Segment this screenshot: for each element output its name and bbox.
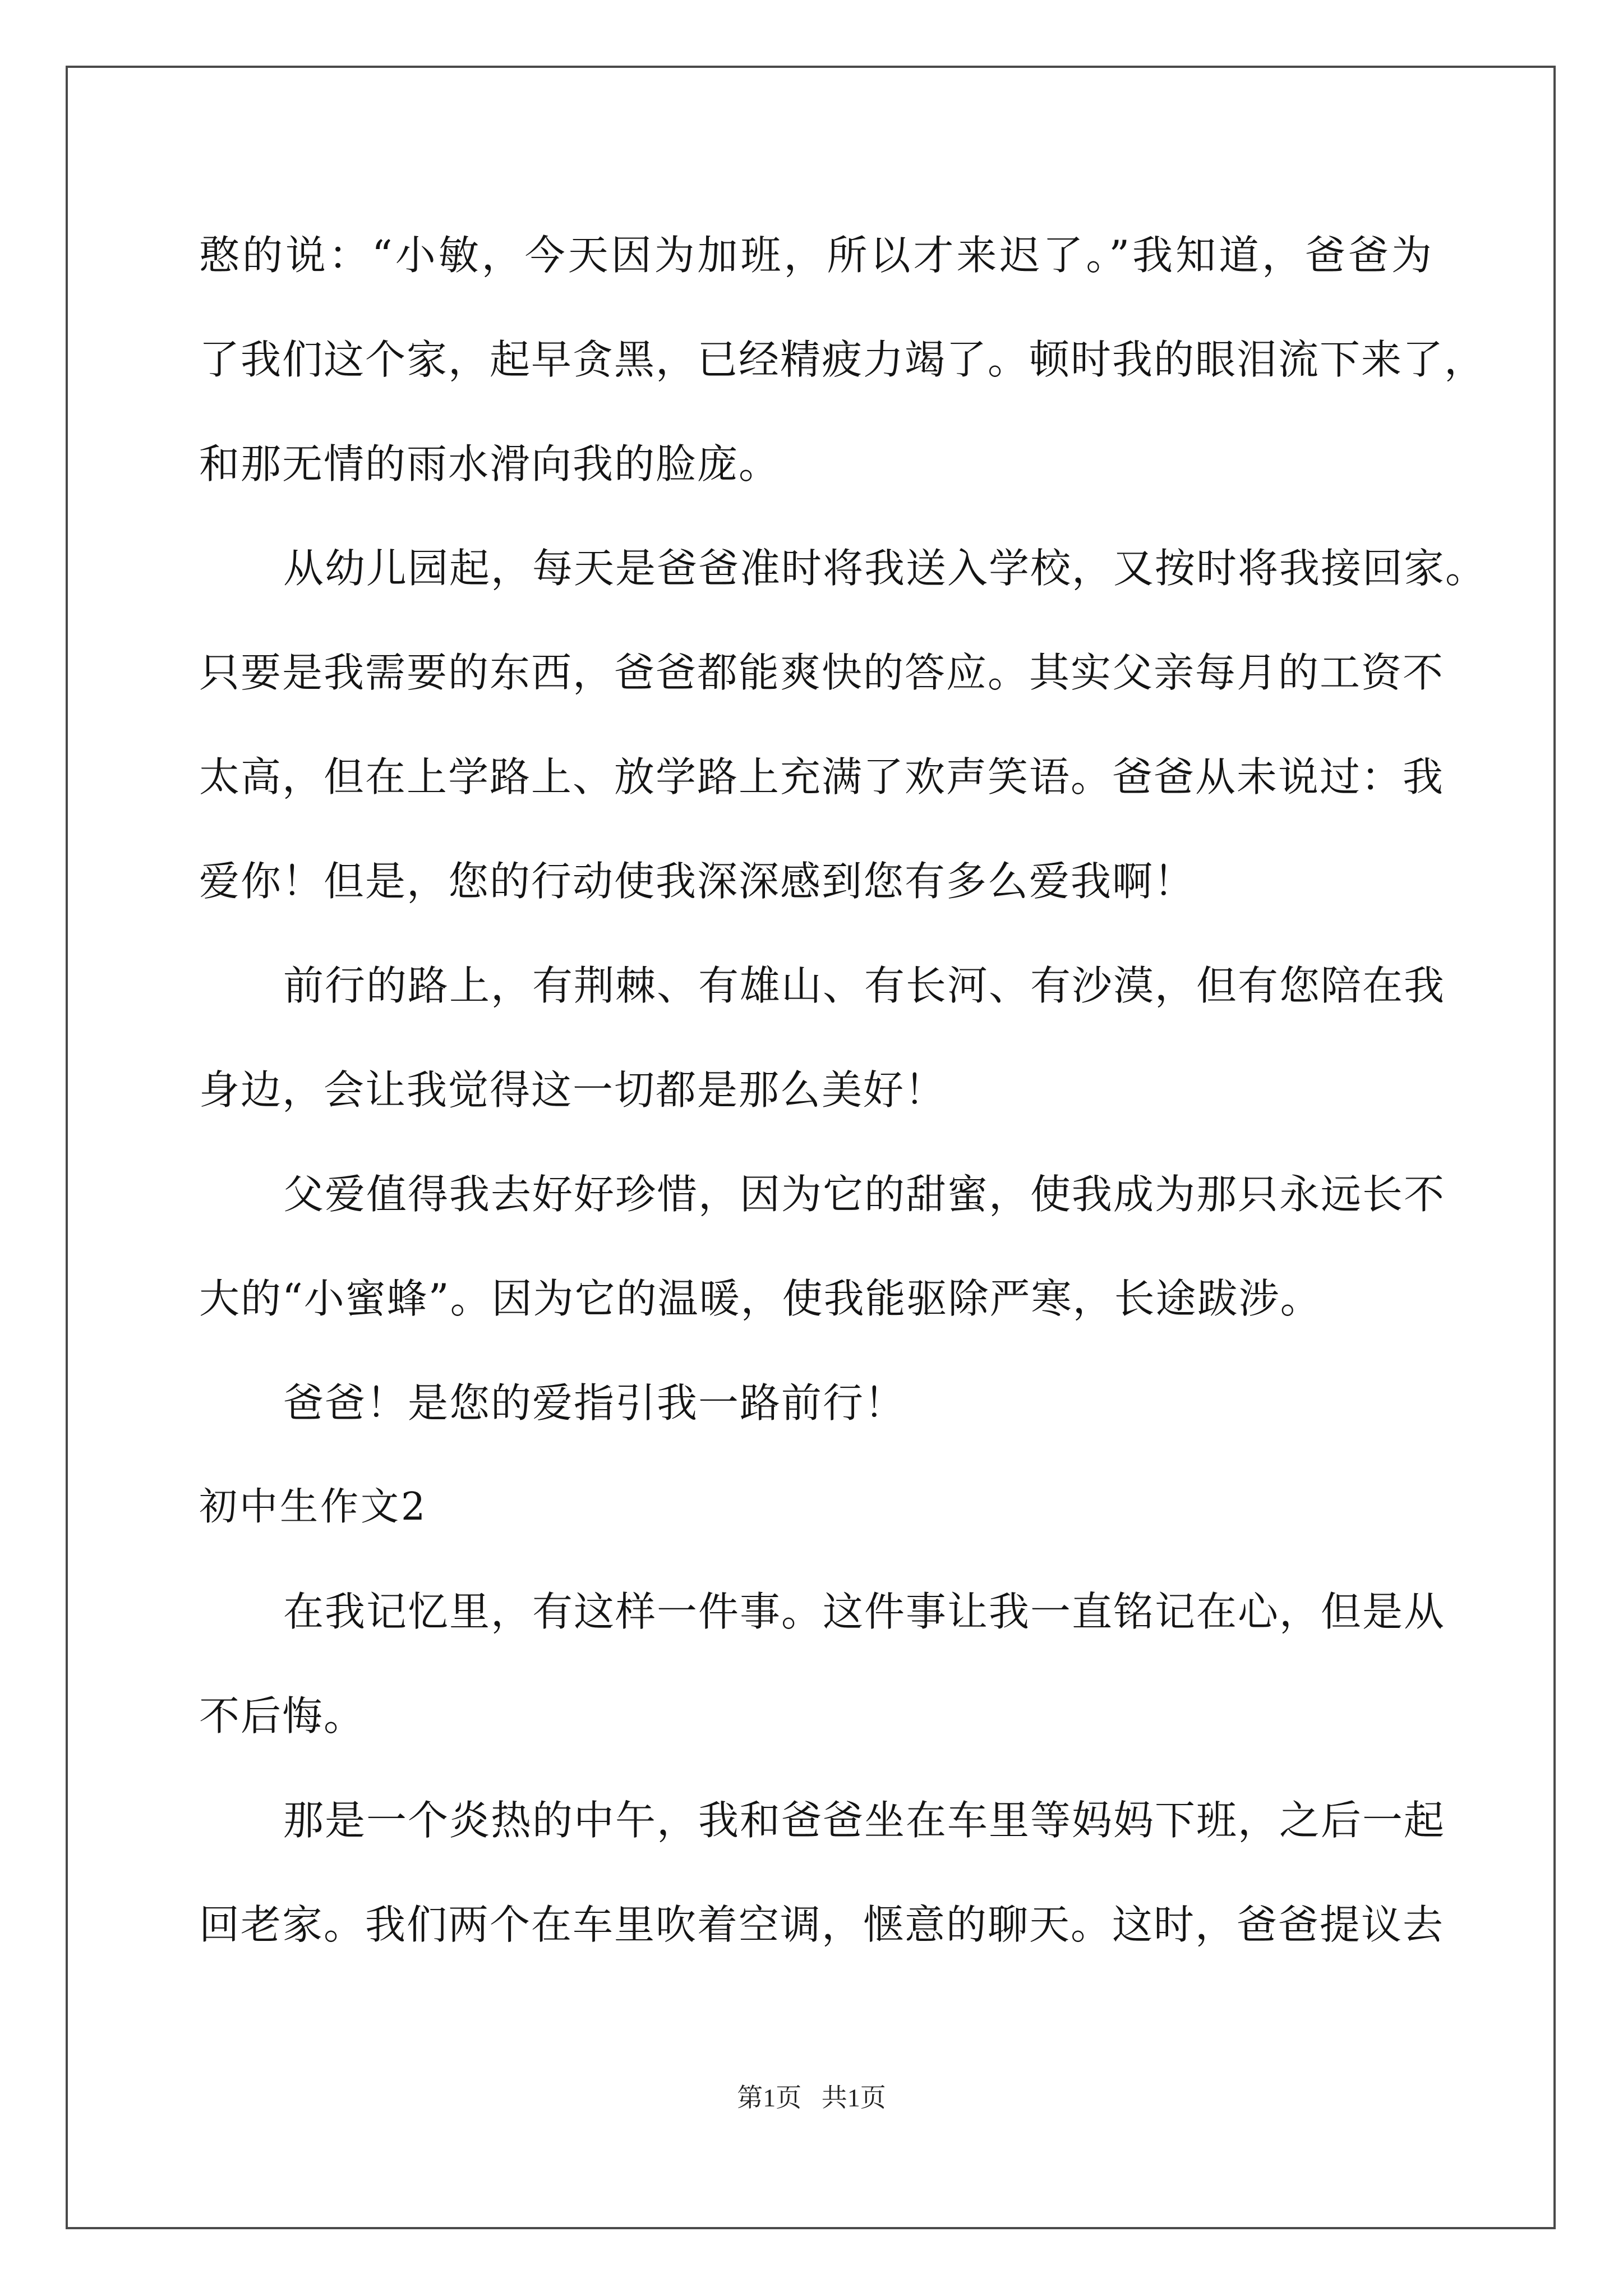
section-heading: 初中生作文2 (199, 1485, 428, 1529)
paragraph-first-line: 在我记忆里，有这样一件事。这件事让我一直铭记在心，但是从 (283, 1588, 1446, 1635)
page-number-current: 第1页 (737, 2083, 802, 2112)
text-line: 了我们这个家，起早贪黑，已经精疲力竭了。顿时我的眼泪流下来了， (199, 336, 1486, 383)
text-line: 太高，但在上学路上、放学路上充满了欢声笑语。爸爸从未说过：我 (199, 753, 1445, 800)
text-line: 憨的说：“小敏，今天因为加班，所以才来迟了。”我知道，爸爸为 (199, 232, 1433, 279)
paragraph-first-line: 爸爸！是您的爱指引我一路前行！ (283, 1379, 906, 1427)
paragraph-first-line: 那是一个炎热的中午，我和爸爸坐在车里等妈妈下班，之后一起 (283, 1797, 1446, 1844)
page-footer (0, 2081, 1623, 2115)
text-line: 身边，会让我觉得这一切都是那么美好！ (199, 1066, 947, 1114)
page-number-total: 共1页 (821, 2083, 886, 2112)
text-line: 回老家。我们两个在车里吹着空调，惬意的聊天。这时，爸爸提议去 (199, 1901, 1445, 1948)
text-line: 只要是我需要的东西，爸爸都能爽快的答应。其实父亲每月的工资不 (199, 649, 1445, 696)
text-line: 和那无情的雨水滑向我的脸庞。 (199, 440, 781, 487)
text-line: 不后悔。 (199, 1692, 366, 1740)
paragraph-first-line: 从幼儿园起，每天是爸爸准时将我送入学校，又按时将我接回家。 (283, 545, 1487, 592)
paragraph-first-line: 前行的路上，有荆棘、有雄山、有长河、有沙漠，但有您陪在我 (283, 962, 1446, 1009)
text-line: 大的“小蜜蜂”。因为它的温暖，使我能驱除严寒，长途跋涉。 (199, 1275, 1322, 1322)
paragraph-first-line: 父爱值得我去好好珍惜，因为它的甜蜜，使我成为那只永远长不 (283, 1171, 1446, 1218)
text-line: 爱你！但是，您的行动使我深深感到您有多么爱我啊！ (199, 858, 1196, 905)
